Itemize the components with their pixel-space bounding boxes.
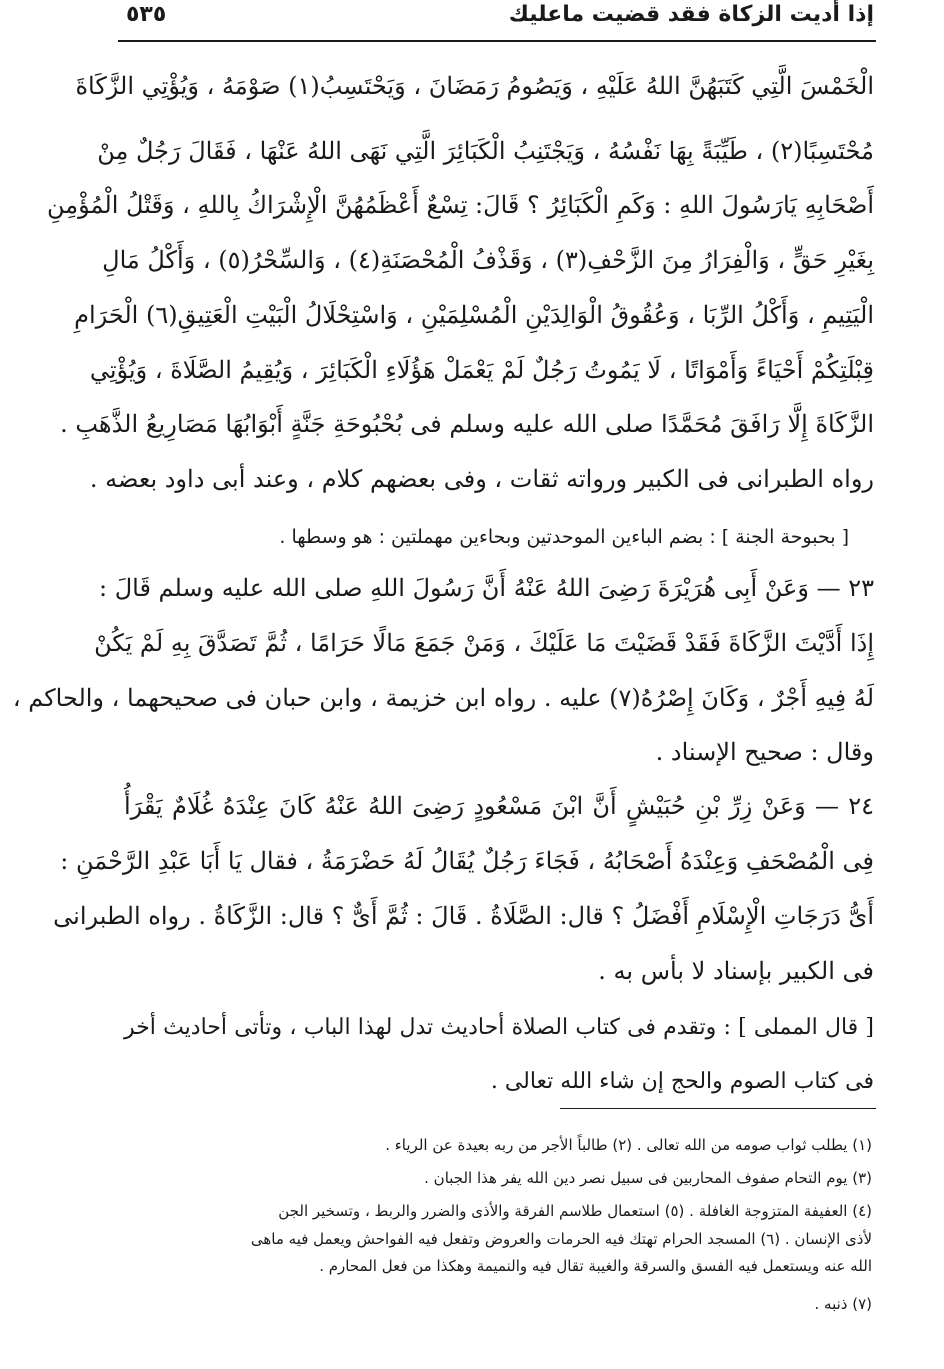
gloss-line: [ بحبوحة الجنة ] : بضم الباءين الموحدتين وبحاءين مهملتين : هو وسطها . [279, 526, 849, 548]
text-line: فى الكبير بإسناد لا بأس به . [598, 957, 874, 985]
author-note-line: فى كتاب الصوم والحج إن شاء الله تعالى . [490, 1069, 874, 1094]
page-header [118, 0, 876, 38]
page-number: ٥٣٥ [126, 2, 167, 27]
text-line: بِغَيْرِ حَقٍّ ، وَالْفِرَارُ مِنَ الزَّحْفِ(٣) ، وَقَذْفُ الْمُحْصَنَةِ(٤) ، وَالسِّحْرُ(٥) ، وَأَكْلُ مَالِ [102, 246, 874, 274]
text-line: وقال : صحيح الإسناد . [655, 738, 874, 766]
author-note-line: [ قال المملى ] : وتقدم فى كتاب الصلاة أحاديث تدل لهذا الباب ، وتأتى أحاديث أخر [124, 1015, 874, 1040]
text-line: إِذَا أَدَّيْتَ الزَّكَاةَ فَقَدْ قَضَيْتَ مَا عَلَيْكَ ، وَمَنْ جَمَعَ مَالًا حَرَامًا ، ثُمَّ تَصَدَّقَ بِهِ لَمْ يَكُنْ [94, 629, 874, 657]
header-rule [118, 40, 876, 42]
footnote-line: (٤) العفيفة المتزوجة الغافلة . (٥) استعمال طلاسم الفرقة والأذى والضرر والربط ، وتسخير الجن [278, 1202, 872, 1220]
text-line: فِى الْمُصْحَفِ وَعِنْدَهُ أَصْحَابُهُ ، فَجَاءَ رَجُلٌ يُقَالُ لَهُ حَضْرَمَةُ ، فقال يَا أَبَا عَبْدِ الرَّحْمَنِ : [60, 847, 874, 875]
text-line: مُحْتَسِبًا(٢) ، طَيِّبَةً بِهَا نَفْسُهُ ، وَيَجْتَنِبُ الْكَبَائِرَ الَّتِي نَهَى اللهُ عَنْهَا ، فَقَالَ رَجُلٌ مِنْ [97, 137, 874, 165]
text-line: لَهُ فِيهِ أَجْرٌ ، وَكَانَ إِصْرُهُ(٧) عليه . رواه ابن خزيمة ، وابن حبان فى صحيحهما ، والحاكم ، [12, 684, 874, 712]
text-line: الْخَمْسَ الَّتِي كَتَبَهُنَّ اللهُ عَلَيْهِ ، وَيَصُومُ رَمَضَانَ ، وَيَحْتَسِبُ(١) صَوْمَهُ ، وَيُؤْتِي الزَّكَاةَ [75, 72, 874, 100]
text-line: الْيَتِيمِ ، وَأَكْلُ الرِّبَا ، وَعُقُوقُ الْوَالِدَيْنِ الْمُسْلِمَيْنِ ، وَاسْتِحْلَالُ الْبَيْتِ الْعَتِيقِ(٦) الْحَرَامِ [74, 301, 874, 329]
hadith-24-line: ٢٤ — وَعَنْ زِرِّ بْنِ حُبَيْشٍ أَنَّ ابْنَ مَسْعُودٍ رَضِىَ اللهُ عَنْهُ كَانَ عِنْدَهُ غُلَامٌ يَقْرَأُ [124, 792, 874, 820]
footnote-line: (٣) يوم التحام صفوف المحاربين فى سبيل نصر دين الله يفر هذا الجبان . [424, 1169, 872, 1187]
text-line: قِبْلَتِكُمْ أَحْيَاءً وَأَمْوَاتًا ، لَا يَمُوتُ رَجُلٌ لَمْ يَعْمَلْ هَؤُلَاءِ الْكَبَائِرَ ، وَيُقِيمُ الصَّلَاةَ ، وَيُؤْتِي [89, 356, 874, 384]
hadith-23-line: ٢٣ — وَعَنْ أَبِى هُرَيْرَةَ رَضِىَ اللهُ عَنْهُ أَنَّ رَسُولَ اللهِ صلى الله عليه وسلم قَالَ : [98, 574, 874, 602]
running-title: إذا أديت الزكاة فقد قضيت ماعليك [508, 2, 874, 27]
footnote-line: (١) يطلب ثواب صومه من الله تعالى . (٢) طالباً الأجر من ربه بعيدة عن الرياء . [385, 1136, 872, 1154]
footnote-rule [560, 1108, 876, 1109]
text-line: رواه الطبرانى فى الكبير ورواته ثقات ، وفى بعضهم كلام ، وعند أبى داود بعضه . [89, 465, 874, 493]
footnote-line: (٧) ذنبه . [814, 1295, 872, 1313]
footnote-line: الله عنه ويستعمل فيه الفسق والسرقة والغيبة تقال فيه والنميمة وهكذا من فعل المحارم . [319, 1257, 872, 1275]
text-line: الزَّكَاةَ إِلَّا رَافَقَ مُحَمَّدًا صلى الله عليه وسلم فى بُحْبُوحَةِ جَنَّةٍ أَبْوَابُهَا مَصَارِيعُ الذَّهَبِ . [60, 410, 874, 438]
text-line: أَصْحَابِهِ يَارَسُولَ اللهِ : وَكَمِ الْكَبَائِرُ ؟ قَالَ: تِسْعٌ أَعْظَمُهُنَّ الْإِشْرَاكُ بِاللهِ ، وَقَتْلُ الْمُؤْمِنِ [47, 191, 874, 219]
text-line: أَىُّ دَرَجَاتِ الْإِسْلَامِ أَفْضَلُ ؟ قال: الصَّلَاةُ . قَالَ : ثُمَّ أَىٌّ ؟ قال: الزَّكَاةُ . رواه الطبرانى [53, 902, 874, 930]
footnote-line: لأذى الإنسان . (٦) المسجد الحرام تهتك فيه الحرمات والعروض وتفعل فيه الفواحش ويعمل فيه ماهى [250, 1230, 872, 1248]
